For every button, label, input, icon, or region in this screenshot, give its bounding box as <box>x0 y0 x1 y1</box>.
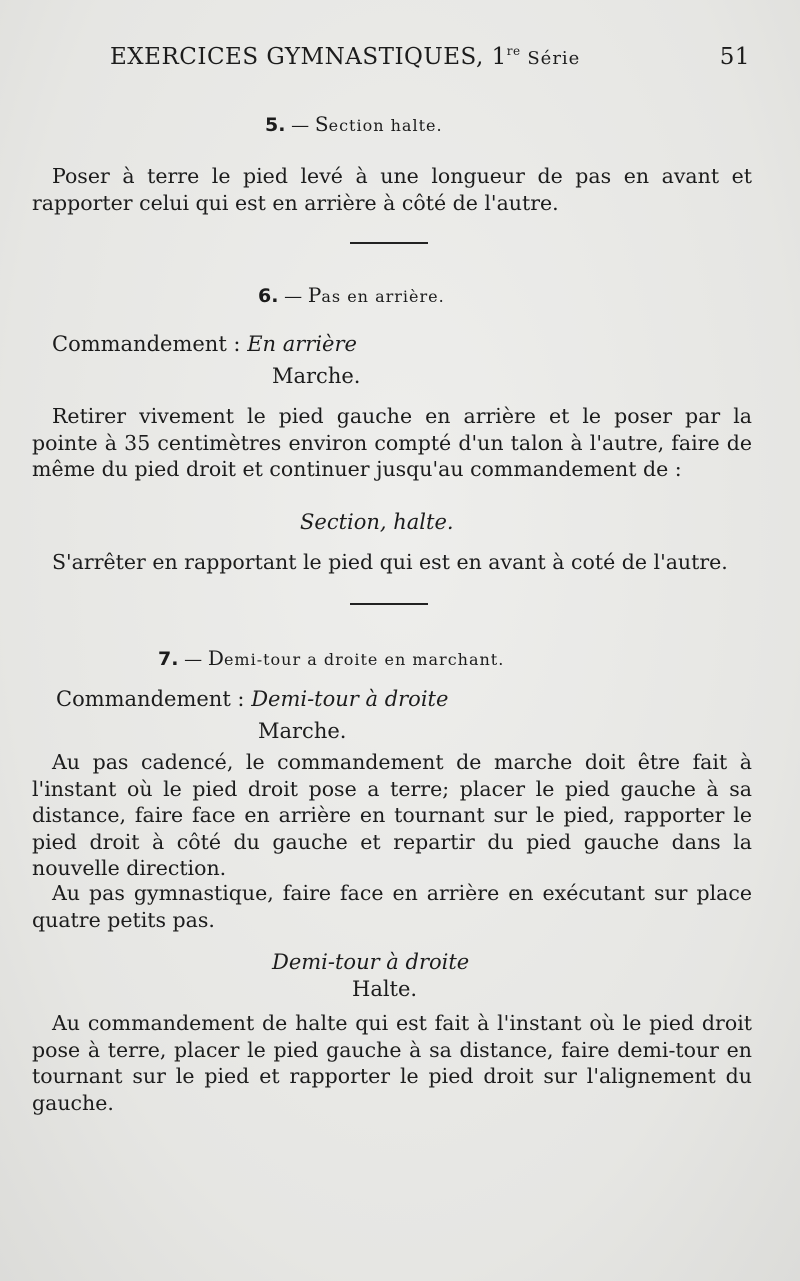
section-7-command: Commandement : Demi-tour à droite <box>56 687 449 711</box>
page-number: 51 <box>719 44 750 70</box>
running-header <box>110 44 750 80</box>
section-divider <box>350 603 428 605</box>
section-7-text-1: Au pas cadencé, le commandement de marche doit être fait à l'instant où le pied droit pose a terre; placer le pied gauche à sa distance, faire face en arrière en tournant sur le pied, rapporter le pied droit à côté du gauche et repartir du pied gauche dans la nouvelle direction. <box>32 750 752 880</box>
section-7-heading: 7. — Demi-tour a droite en marchant. <box>158 646 505 670</box>
section-divider <box>350 242 428 244</box>
section-6-heading: 6. — Pas en arrière. <box>258 283 445 307</box>
section-7-command-2: Demi-tour à droite <box>272 950 470 974</box>
section-7-command-halte: Halte. <box>352 977 418 1001</box>
section-6-command-marche: Marche. <box>272 364 361 388</box>
section-6-text-2: S'arrêter en rapportant le pied qui est en avant à coté de l'autre. <box>52 550 728 574</box>
header-title: EXERCICES GYMNASTIQUES, 1re Série <box>110 44 581 70</box>
section-5-text: Poser à terre le pied levé à une longueur de pas en avant et rapporter celui qui est en arrière à côté de l'autre. <box>32 164 752 215</box>
section-7-text-3: Au commandement de halte qui est fait à l'instant où le pied droit pose à terre, placer le pied gauche à sa distance, faire demi-tour en tournant sur le pied et rapporter le pied droit sur l'alignement du gauche. <box>32 1011 752 1115</box>
section-5-heading: 5. — Section halte. <box>265 112 443 136</box>
section-7-command-marche: Marche. <box>258 719 347 743</box>
section-6-command: Commandement : En arrière <box>52 332 357 356</box>
section-6-text-1: Retirer vivement le pied gauche en arrière et le poser par la pointe à 35 centimètres environ compté d'un talon à l'autre, faire de même du pied droit et continuer jusqu'au commandement de : <box>32 404 752 481</box>
section-7-text-2: Au pas gymnastique, faire face en arrière en exécutant sur place quatre petits pas. <box>32 881 752 932</box>
section-6-command-halt: Section, halte. <box>300 510 454 534</box>
